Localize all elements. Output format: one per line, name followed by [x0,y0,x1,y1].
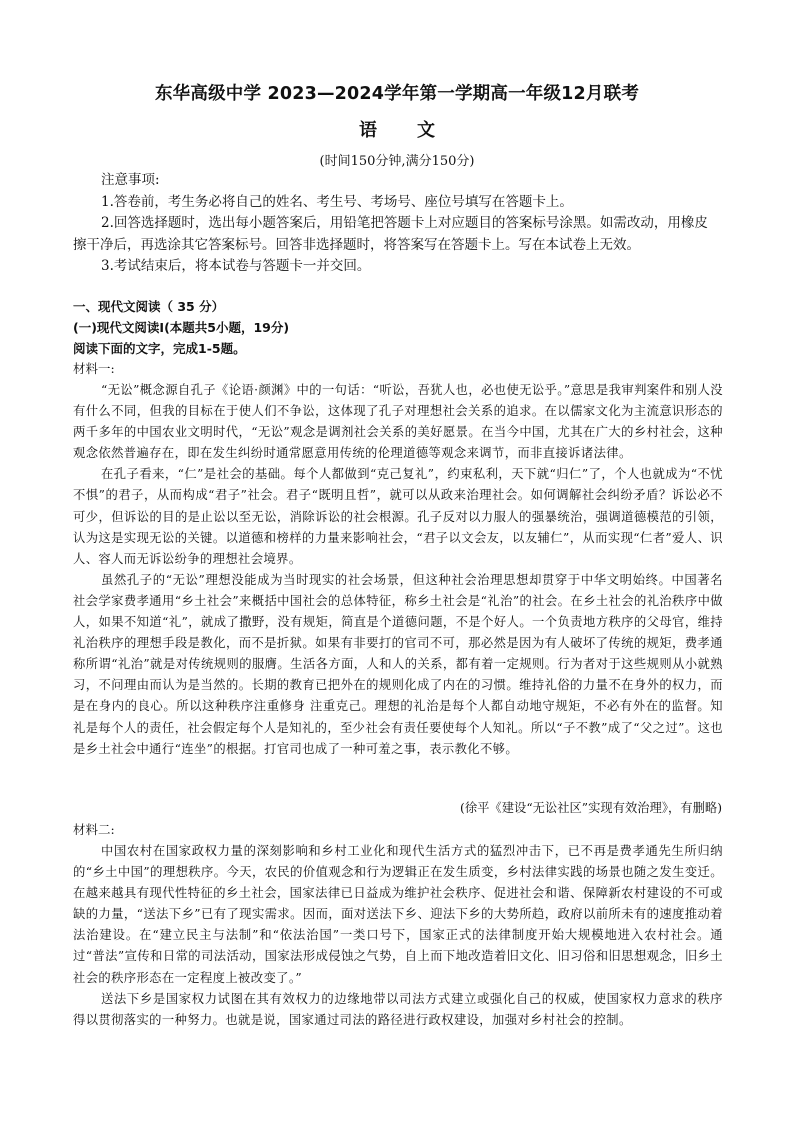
note-item-2: 2.回答选择题时，选出每小题答案后，用铅笔把答题卡上对应题目的答案标号涂黑。如需改动，用橡皮擦干净后，再选涂其它答案标号。回答非选择题时，将答案写在答题卡上。写在本试卷上无效。 [73,215,708,253]
subpart-heading: (一)现代文阅读Ⅰ(本题共5小题，19分) [73,320,290,335]
exam-title: 东华高级中学 2023—2024学年第一学期高一年级12月联考 [154,84,640,104]
note-item-1: 1.答卷前，考生务必将自己的姓名、考生号、考场号、座位号填写在答题卡上。 [101,193,573,210]
subject-title: 语文 [359,120,475,141]
reading-instruction: 阅读下面的文字，完成1-5题。 [73,341,246,356]
material-1-label: 材料一: [73,361,115,376]
material-2-text [73,841,723,1031]
material-1-paragraph: “无讼”概念源自孔子《论语·颜渊》中的一句话：“听讼，吾犹人也，必也使无讼乎。”意思是我审判案件和别人没有什么不同，但我的目标在于使人们不争讼，这体现了孔子对理想社会关系的追求。在以儒家文化为主流意识形态的两千多年的中国农业文明时代，“无讼”观念是调剂社会关系的美好愿景。在当今中国，尤其在广大的乡村社会，这种观念依然普遍存在，即在发生纠纷时通常愿意用传统的伦理道德等观念来调节，而非直接诉诸法律。 [73,383,723,461]
notes-heading: 注意事项: [101,172,160,188]
section-heading-block [73,296,721,359]
part-heading: 一、现代文阅读（ 35 分） [73,299,225,314]
material-1-paragraph: 在孔子看来，“仁”是社会的基础。每个人都做到“克己复礼”，约束私利，天下就“归仁”了，个人也就成为“不忧不惧”的君子，从而构成“君子”社会。君子“既明且哲”，就可以从政来治理社会。如何调解社会纠纷矛盾？诉讼必不可少，但诉讼的目的是止讼以至无讼，消除诉讼的社会根源。孔子反对以力服人的强暴统治，强调道德模范的引领，认为这是实现无讼的关键。以道德和榜样的力量来影响社会，“君子以文会友，以友辅仁”，从而实现“仁者”爱人、识人、容人而无诉讼纷争的理想社会境界。 [73,467,723,566]
material-2-label: 材料二: [73,822,115,837]
material-1-paragraph: 虽然孔子的“无讼”理想没能成为当时现实的社会场景，但这种社会治理思想却贯穿于中华文明始终。中国著名社会学家费孝通用“乡土社会”来概括中国社会的总体特征，称乡土社会是“礼治”的社会。在乡土社会的礼治秩序中做人，如果不知道“礼”，就成了撒野，没有规矩，简直是个道德问题，不是个好人。一个负责地方秩序的父母官，维持礼治秩序的理想手段是教化，而不是折狱。如果有非要打的官司不可，那必然是因为有人破坏了传统的规矩，费孝通称所谓“礼治”就是对传统规则的服膺。生活各方面，人和人的关系，都有着一定规则。行为者对于这些规则从小就熟习，不问理由而认为是当然的。长期的教育已把外在的规则化成了内在的习惯。维持礼俗的力量不在身外的权力，而是在身内的良心。所以这种秩序注重修身 注重克己。理想的礼治是每个人都自动地守规矩，不必有外在的监督。知礼是每个人的责任，社会假定每个人是知礼的，至少社会有责任要使每个人知礼。所以“子不教”成了“父之过”。这也是乡土社会中通行“连坐”的根据。打官司也成了一种可羞之事，表示教化不够。 [73,572,723,756]
notes-block [73,170,721,278]
material-2-paragraph: 送法下乡是国家权力试图在其有效权力的边缘地带以司法方式建立或强化自己的权威，使国家权力意求的秩序得以贯彻落实的一种努力。也就是说，国家通过司法的路径进行政权建设，加强对乡村社会的控制。 [73,991,723,1027]
note-item-3: 3.考试结束后，将本试卷与答题卡一并交回。 [101,258,371,274]
material-1-source: (徐平《建设“无讼社区”实现有效治理》，有删略) [460,801,722,815]
time-note: (时间150分钟,满分150分) [319,154,475,169]
material-2-paragraph: 中国农村在国家政权力量的深刻影响和乡村工业化和现代生活方式的猛烈冲击下，已不再是费孝通先生所归纳的“乡土中国”的理想秩序。今天，农民的价值观念和行为逻辑正在发生质变，乡村法律实践的场景也随之发生变迁。在越来越具有现代性特征的乡土社会，国家法律已日益成为维护社会秩序、促进社会和谐、保障新农村建设的不可或缺的力量，“送法下乡”已有了现实需求。因而，面对送法下乡、迎法下乡的大势所趋，政府以前所未有的速度推动着法治建设。在“建立民主与法制”和“依法治国”一类口号下，国家正式的法律制度开始大规模地进入农村社会。通过“普法”宣传和日常的司法活动，国家法形成侵蚀之气势，自上而下地改造着旧文化、旧习俗和旧思想观念，旧乡土社会的秩序形态在一定程度上被改变了。” [73,844,723,985]
material-1-text [73,380,723,760]
